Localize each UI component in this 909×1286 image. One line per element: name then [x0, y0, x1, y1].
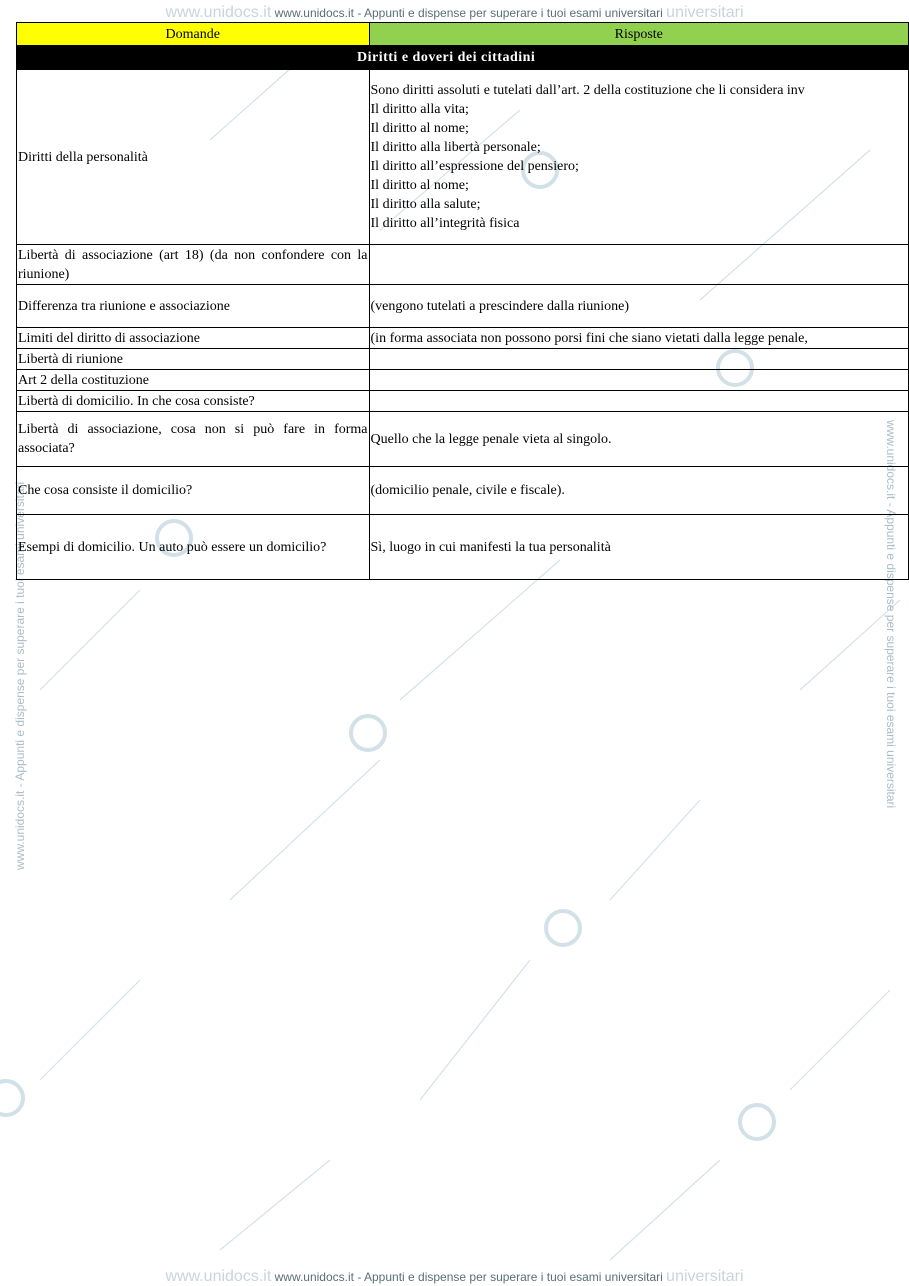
table-row	[17, 515, 909, 580]
answer-line: Il diritto alla vita;	[370, 102, 469, 117]
watermark-right: www.unidocs.it - Appunti e dispense per superare i tuoi esami universitari	[884, 420, 898, 809]
table-row	[17, 370, 909, 391]
section-row	[17, 46, 909, 70]
answer-line: Il diritto al nome;	[370, 121, 469, 136]
answer-cell: (domicilio penale, civile e fiscale).	[369, 467, 908, 515]
table-row	[17, 328, 909, 349]
question-cell: Limiti del diritto di associazione	[17, 328, 370, 349]
question-cell: Libertà di associazione, cosa non si può fare in forma associata?	[17, 412, 370, 467]
watermark-bottom: www.unidocs.it www.unidocs.it - Appunti e dispense per superare i tuoi esami universitari universitari	[165, 1268, 744, 1285]
answer-cell	[369, 370, 908, 391]
answer-line: Il diritto alla salute;	[370, 197, 481, 212]
answer-cell: (vengono tutelati a prescindere dalla riunione)	[369, 285, 908, 328]
table-row	[17, 349, 909, 370]
question-cell: Art 2 della costituzione	[17, 370, 370, 391]
table-row	[17, 245, 909, 285]
question-cell: Differenza tra riunione e associazione	[17, 285, 370, 328]
table-row	[17, 285, 909, 328]
answer-line: Il diritto al nome;	[370, 178, 469, 193]
answer-line: Il diritto alla libertà personale;	[370, 140, 541, 155]
answer-cell: Sì, luogo in cui manifesti la tua personalità	[369, 515, 908, 580]
qa-table	[16, 22, 909, 580]
watermark-top: www.unidocs.it www.unidocs.it - Appunti e dispense per superare i tuoi esami universitari universitari	[165, 4, 744, 21]
answer-line: Il diritto all’espressione del pensiero;	[370, 159, 579, 174]
answer-cell: Quello che la legge penale vieta al singolo.	[369, 412, 908, 467]
table-row	[17, 70, 909, 245]
table-row	[17, 467, 909, 515]
question-cell: Che cosa consiste il domicilio?	[17, 467, 370, 515]
question-cell: Libertà di riunione	[17, 349, 370, 370]
question-cell: Libertà di associazione (art 18) (da non confondere con la riunione)	[17, 245, 370, 285]
answer-cell	[369, 245, 908, 285]
header-questions: Domande	[17, 23, 370, 46]
answer-cell	[369, 391, 908, 412]
question-cell: Diritti della personalità	[17, 70, 370, 245]
watermark-left: www.unidocs.it - Appunti e dispense per superare i tuoi esami universitari	[13, 481, 27, 870]
header-row	[17, 23, 909, 46]
table-row	[17, 412, 909, 467]
section-title: Diritti e doveri dei cittadini	[17, 46, 909, 70]
answer-line: Sono diritti assoluti e tutelati dall’art. 2 della costituzione che li considera inv	[370, 83, 805, 98]
table-row	[17, 391, 909, 412]
answer-cell: (in forma associata non possono porsi fini che siano vietati dalla legge penale,	[369, 328, 908, 349]
answer-cell	[369, 349, 908, 370]
question-cell: Esempi di domicilio. Un auto può essere un domicilio?	[17, 515, 370, 580]
header-answers: Risposte	[369, 23, 908, 46]
answer-cell	[369, 70, 908, 245]
answer-line: Il diritto all’integrità fisica	[370, 216, 520, 231]
question-cell: Libertà di domicilio. In che cosa consiste?	[17, 391, 370, 412]
